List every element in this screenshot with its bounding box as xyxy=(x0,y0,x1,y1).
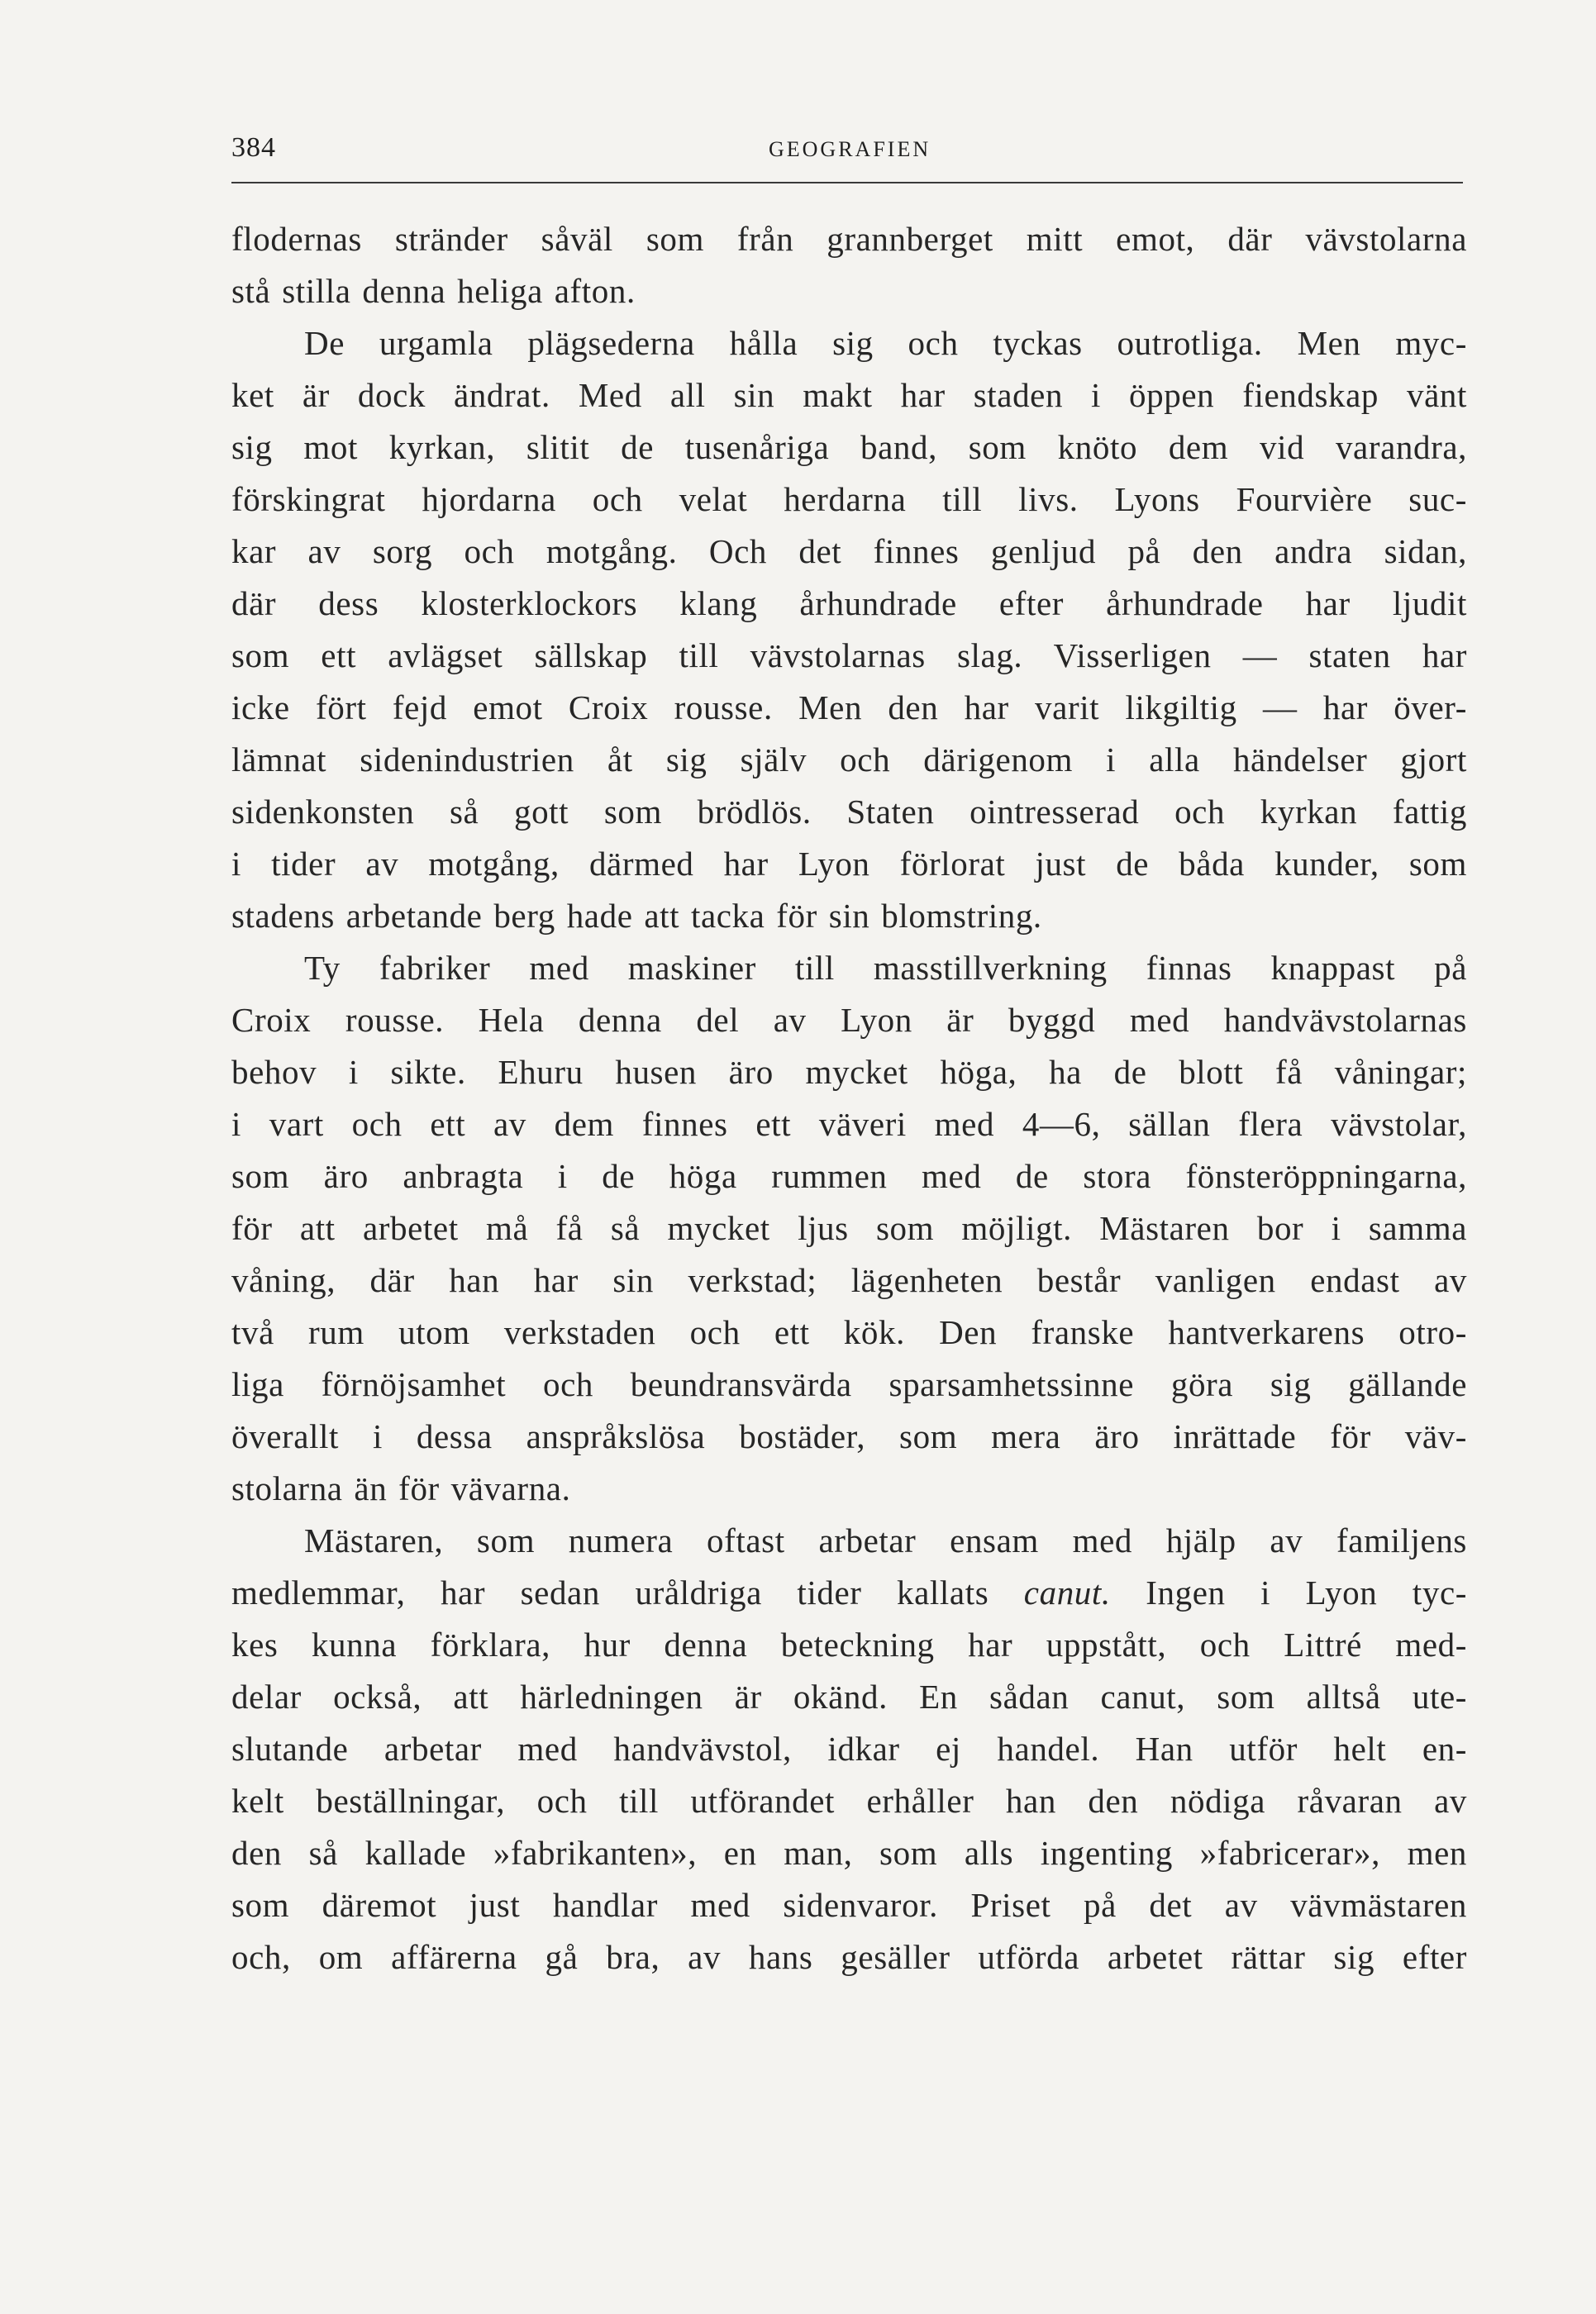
text-line: kes kunna förklara, hur denna beteckning har uppstått, och Littré med- xyxy=(231,1626,1467,1664)
text-line: Ty fabriker med maskiner till masstillverkning finnas knappast på xyxy=(304,949,1467,987)
text-line: behov i sikte. Ehuru husen äro mycket höga, ha de blott få våningar; xyxy=(231,1053,1467,1091)
text-line: icke fört fejd emot Croix rousse. Men den har varit likgiltig — har över- xyxy=(231,688,1467,726)
text-line: där dess klosterklockors klang århundrade efter århundrade har ljudit xyxy=(231,584,1467,622)
page-number: 384 xyxy=(231,132,276,163)
text-line: stadens arbetande berg hade att tacka för sin blomstring. xyxy=(231,897,1042,935)
text-line: slutande arbetar med handvävstol, idkar ej handel. Han utför helt en- xyxy=(231,1730,1467,1768)
text-line: två rum utom verkstaden och ett kök. Den franske hantverkarens otro- xyxy=(231,1313,1467,1351)
text-line: och, om affärerna gå bra, av hans gesäller utförda arbetet rättar sig efter xyxy=(231,1938,1467,1976)
text-line: som äro anbragta i de höga rummen med de stora fönsteröppningarna, xyxy=(231,1157,1467,1195)
text-line: sidenkonsten så gott som brödlös. Staten ointresserad och kyrkan fattig xyxy=(231,793,1467,831)
text-line: De urgamla plägsederna hålla sig och tyckas outrotliga. Men myc- xyxy=(304,324,1467,362)
text-line: lämnat sidenindustrien åt sig själv och därigenom i alla händelser gjort xyxy=(231,740,1467,778)
text-line: stå stilla denna heliga afton. xyxy=(231,272,636,310)
text-line: den så kallade »fabrikanten», en man, som alls ingenting »fabricerar», men xyxy=(231,1834,1467,1872)
text-line: Croix rousse. Hela denna del av Lyon är byggd med handvävstolarnas xyxy=(231,1001,1467,1039)
text-line: i vart och ett av dem finnes ett väveri med 4—6, sällan flera vävstolar, xyxy=(231,1105,1467,1143)
text-segment: medlemmar, har sedan uråldriga tider kallats xyxy=(231,1574,989,1612)
text-line xyxy=(231,1567,1467,1619)
text-line: Mästaren, som numera oftast arbetar ensam med hjälp av familjens xyxy=(304,1521,1467,1559)
text-line: kelt beställningar, och till utförandet erhåller han den nödiga råvaran av xyxy=(231,1782,1467,1820)
text-line: i tider av motgång, därmed har Lyon förlorat just de båda kunder, som xyxy=(231,845,1467,883)
text-segment: Ingen i Lyon tyc- xyxy=(1110,1574,1467,1612)
text-line: våning, där han har sin verkstad; lägenheten består vanligen endast av xyxy=(231,1261,1467,1299)
text-line: delar också, att härledningen är okänd. En sådan canut, som alltså ute- xyxy=(231,1678,1467,1716)
text-line: som ett avlägset sällskap till vävstolarnas slag. Visserligen — staten har xyxy=(231,636,1467,674)
text-line: ket är dock ändrat. Med all sin makt har staden i öppen fiendskap vänt xyxy=(231,376,1467,414)
italic-term: canut. xyxy=(1023,1574,1111,1612)
text-line: överallt i dessa anspråkslösa bostäder, som mera äro inrättade för väv- xyxy=(231,1417,1467,1455)
text-line: förskingrat hjordarna och velat herdarna till livs. Lyons Fourvière suc- xyxy=(231,480,1467,518)
text-line: sig mot kyrkan, slitit de tusenåriga band, som knöto dem vid varandra, xyxy=(231,428,1467,466)
text-line: som däremot just handlar med sidenvaror. Priset på det av vävmästaren xyxy=(231,1886,1467,1924)
text-line: kar av sorg och motgång. Och det finnes genljud på den andra sidan, xyxy=(231,532,1467,570)
page-header xyxy=(231,131,1463,183)
running-head: GEOGRAFIEN xyxy=(769,137,931,161)
text-line: stolarna än för vävarna. xyxy=(231,1469,571,1507)
text-line: för att arbetet må få så mycket ljus som möjligt. Mästaren bor i samma xyxy=(231,1209,1467,1247)
body-text xyxy=(231,213,1467,1983)
text-line: liga förnöjsamhet och beundransvärda sparsamhetssinne göra sig gällande xyxy=(231,1365,1467,1403)
text-line: flodernas stränder såväl som från grannberget mitt emot, där vävstolarna xyxy=(231,220,1467,258)
